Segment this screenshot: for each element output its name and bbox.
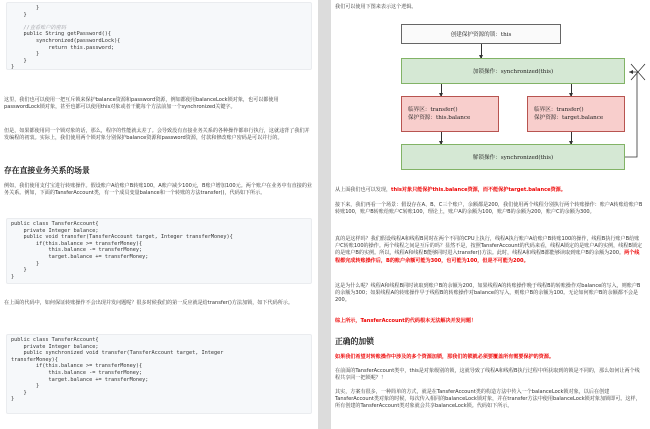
code-line: } bbox=[11, 57, 27, 64]
p3-text: 真的是这样吗？我们假设线程A和线程B同时在两个不同的CPU上执行，线程A执行账户A给账户B转账100的操作，线程B执行账户B给账户C转账100的操作。两个线程之间是互斥的吗？显然不是，按照TansferAccount的代码来看，线程A锁定的是账户A的实例，线程B锁定的是账户B的实例。所以，线程A和线程B能够同时进入transfer()方法。此时，线程A和线程B都能够读取到账户B的余额为200。 bbox=[335, 236, 643, 257]
paragraph-diagram-intro: 我们可以使用下图来表示这个逻辑。 bbox=[335, 4, 417, 10]
right-critical-line1: 临界区：transfer() bbox=[534, 107, 584, 113]
code-block-transfer bbox=[6, 218, 312, 284]
paragraph-balance-lock-solution: 其实，方案有很多，一种简单的方式，就是在TansferAccount类的构造方法中传入一个balanceLock锁对象，以后在创建TansferAccount类对象的时候，每次传入相同的balanceLock锁对象，并在transfer方法中使用balanceLock锁对象加锁即可。这样，所有创建的TansferAccount类对象就会共享balanceLock锁。代码如下所示。 bbox=[335, 389, 641, 410]
left-page bbox=[0, 0, 318, 429]
left-critical-line1: 临界区：transfer() bbox=[408, 107, 458, 113]
code-line: transferMoney){ bbox=[11, 356, 58, 363]
left-critical-line2: 保护资源：this.balance bbox=[408, 115, 471, 121]
code-line: } bbox=[11, 260, 40, 267]
code-line: public String getPassword(){ bbox=[11, 31, 111, 38]
code-line: public class TansferAccount{ bbox=[11, 337, 99, 343]
code-line: private Integer balance; bbox=[11, 343, 99, 350]
code-line bbox=[11, 18, 307, 25]
paragraph-transfer-example: 例如，我们使用支付宝进行转账操作。假设账户A给账户B转账100，A账户减少100元，B账户增加100元。两个账户在业务中有直接的业务关系。例如，下面的TansferAccount类，有一个成员变量balance和一个转账的方法transfer()，代码如下所示。 bbox=[4, 183, 313, 197]
paragraph-threads bbox=[335, 236, 644, 265]
code-block-get-password bbox=[6, 2, 312, 70]
code-line: this.balance -= transferMoney; bbox=[11, 247, 143, 254]
section-heading-direct-business: 存在直接业务关系的场景 bbox=[4, 166, 90, 175]
paragraph-cover-all-resources: 如果我们希望对转账操作中涉及的多个资源加锁，那我们的锁就必须要覆盖所有需要保护的资源。 bbox=[335, 354, 555, 360]
code-line: } bbox=[11, 273, 15, 280]
code-block-synchronized-transfer bbox=[6, 334, 312, 414]
code-line: synchronized(passwordLock){ bbox=[11, 37, 121, 44]
unlock-node: 解锁操作：synchronized(this) bbox=[401, 144, 625, 170]
code-line: } bbox=[11, 383, 40, 390]
right-page bbox=[331, 0, 650, 429]
code-line: } bbox=[11, 267, 27, 274]
paragraph-add-lock-question: 在上面的代码中，如何保证转账操作不会出现并发问题呢？很多时候我们的第一反应就是给transfer()方法加锁，如下代码所示。 bbox=[4, 300, 293, 306]
diagram-connectors bbox=[331, 0, 650, 180]
code-line: } bbox=[11, 389, 27, 396]
code-line: target.balance += transferMoney; bbox=[11, 376, 149, 383]
code-line: public void transfer(TansferAccount target, Integer transferMoney){ bbox=[11, 234, 233, 241]
lock-diagram bbox=[331, 0, 650, 180]
create-lock-node: 创建保护资源的锁：this bbox=[401, 24, 561, 44]
code-line: public synchronized void transfer(TansferAccount target, Integer bbox=[11, 350, 224, 357]
paragraph-abc-scenario: 接下来，我们再看一个场景：假设存在A、B、C三个账户，余额都是200，我们使用两个线程分别执行两个转账操作：账户A转账给账户B转账100，账户B转账给账户C转账100，理论上，账户A的余额为100，账户B的余额为200，账户C的余额为300。 bbox=[335, 202, 643, 216]
paragraph-performance: 但是，如果都使用同一个锁对象的话，那么，程序的性能就太差了。会导致没有直接业务关系的各种操作都串行执行，这就违背了我们并发编程的初衷。实际上，我们使用两个锁对象分别保护balance资源和password资源，付款和修改账户密码是可以并行的。 bbox=[4, 128, 310, 142]
right-critical-line2: 保护资源：target.balance bbox=[534, 115, 604, 121]
add-lock-node: 加锁操作：synchronized(this) bbox=[401, 58, 625, 84]
code-line: if(this.balance >= transferMoney){ bbox=[11, 240, 143, 247]
code-line: target.balance += transferMoney; bbox=[11, 253, 149, 260]
loop-back-arrowhead bbox=[629, 70, 633, 74]
page-gutter bbox=[318, 0, 331, 429]
paragraph-object-level-lock: 在前面的TansferAccount类中，this是对象级别的锁，这就导致了线程A和线程B执行过程中所获取到的锁是不同的，那么如何让两个线程共享同一把锁呢？！ bbox=[335, 368, 640, 382]
loop-back-connector bbox=[625, 72, 637, 157]
code-line: public class TansferAccount{ bbox=[11, 221, 99, 227]
paragraph-this-protects-only bbox=[335, 187, 644, 194]
code-line: } bbox=[11, 396, 15, 403]
paragraph-why: 这是为什么呢？线程A和线程B同时读取到账户B的余额为200，如果线程A的转账操作晚于线程B的转账操作对balance的写入，则账户B的余额为300；如果线程A的转账操作早于线程B的转账操作对balance的写入，则账户B的余额为100。无论如何账户B的余额都不会是200。 bbox=[335, 283, 641, 304]
section-heading-correct-lock: 正确的加锁 bbox=[335, 337, 374, 346]
paragraph-conclusion: 综上所示，TansferAccount的代码根本无法解决并发问题！ bbox=[335, 318, 477, 324]
code-line: } bbox=[11, 5, 40, 11]
code-line: } bbox=[11, 11, 27, 18]
p3-emphasis: 两个线程都完成转账操作后，B的账户余额可能为300，也可能为100，但是不可能为200。 bbox=[335, 250, 640, 264]
code-line: this.balance -= transferMoney; bbox=[11, 369, 143, 376]
code-line: private Integer balance; bbox=[11, 227, 99, 234]
code-line: //查看账户的密码 bbox=[11, 24, 67, 31]
p1-text: 从上面我们也可以发现， bbox=[335, 187, 392, 193]
code-line: return this.password; bbox=[11, 44, 115, 51]
paragraph-one-lock: 这里，我们也可以使用一把互斥锁来保护balance资源和password资源，例如都使用balanceLock锁对象，也可以都使用passwordLock锁对象，甚至也都可以使用this对象或者干脆每个方法前加一个synchronized关键字。 bbox=[4, 97, 279, 111]
code-line: } bbox=[11, 64, 15, 70]
p1-emphasis: this对象只能保护this.balance资源，而不能保护target.balance资源。 bbox=[391, 187, 566, 193]
code-line: if(this.balance >= transferMoney){ bbox=[11, 363, 143, 370]
code-line: } bbox=[11, 51, 40, 58]
